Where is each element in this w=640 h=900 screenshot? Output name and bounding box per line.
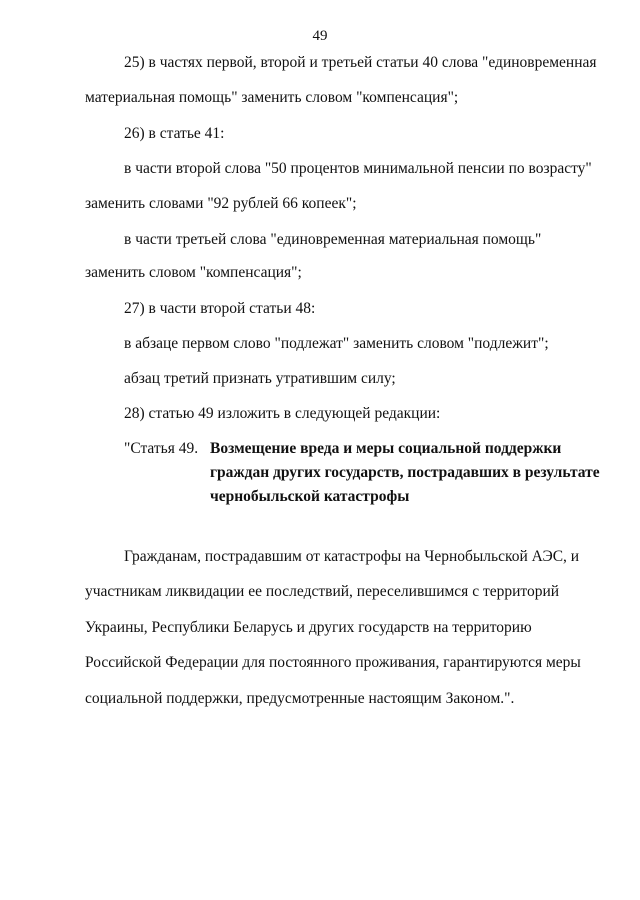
article-body-line-1: Гражданам, пострадавшим от катастрофы на Чернобыльской АЭС, и — [124, 548, 580, 565]
article-label: "Статья 49. — [124, 440, 199, 457]
article-body-line-5: социальной поддержки, предусмотренные настоящим Законом.". — [85, 690, 515, 707]
item-25-line-2: материальная помощь" заменить словом "компенсация"; — [85, 89, 459, 106]
item-27-a: в абзаце первом слово "подлежат" заменить словом "подлежит"; — [124, 335, 549, 352]
article-title-line-2: граждан других государств, пострадавших в результате — [210, 464, 600, 481]
article-body-line-3: Украины, Республики Беларусь и других государств на территорию — [85, 619, 532, 636]
article-body-line-4: Российской Федерации для постоянного проживания, гарантируются меры — [85, 654, 581, 671]
page-number: 49 — [312, 28, 328, 44]
item-26-heading: 26) в статье 41: — [124, 125, 225, 142]
item-26-a-line-2: заменить словами "92 рублей 66 копеек"; — [85, 195, 357, 212]
item-27-heading: 27) в части второй статьи 48: — [124, 300, 316, 317]
item-28-heading: 28) статью 49 изложить в следующей редакции: — [124, 405, 441, 422]
item-27-b: абзац третий признать утратившим силу; — [124, 370, 396, 387]
item-25-line-1: 25) в частях первой, второй и третьей статьи 40 слова "единовременная — [124, 54, 597, 71]
article-body-line-2: участникам ликвидации ее последствий, переселившимся с территорий — [85, 583, 560, 600]
article-title-line-1: Возмещение вреда и меры социальной поддержки — [210, 440, 562, 457]
item-26-b-line-1: в части третьей слова "единовременная материальная помощь" — [124, 231, 542, 248]
item-26-a-line-1: в части второй слова "50 процентов минимальной пенсии по возрасту" — [124, 160, 592, 177]
item-26-b-line-2: заменить словом "компенсация"; — [85, 264, 302, 281]
article-title-line-3: чернобыльской катастрофы — [210, 488, 410, 505]
